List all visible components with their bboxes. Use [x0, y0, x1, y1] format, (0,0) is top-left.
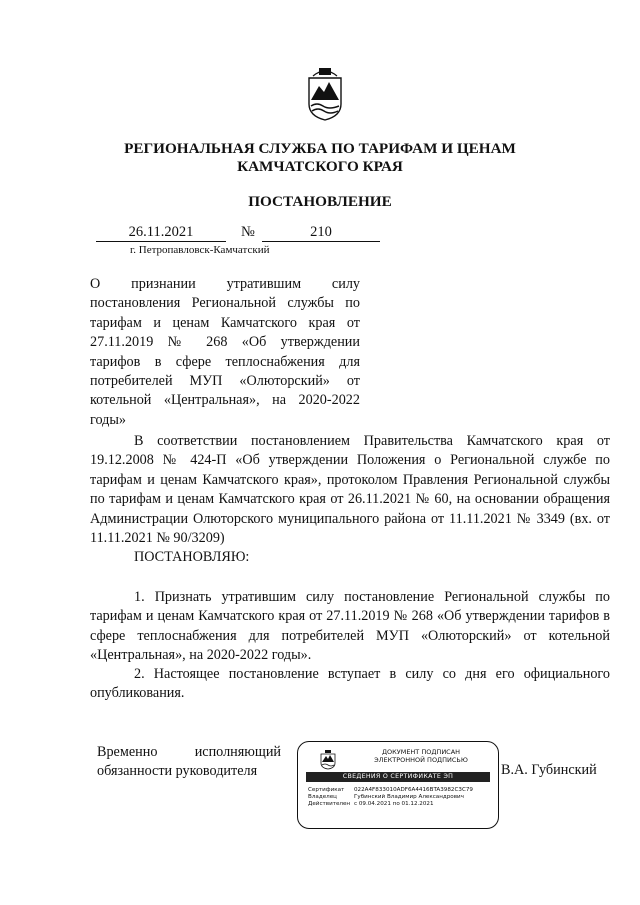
validity-label: Действителен — [308, 801, 351, 807]
certificate-label: Сертификат — [308, 787, 345, 793]
owner-label: Владелец — [308, 794, 337, 800]
document-date: 26.11.2021 — [96, 224, 226, 242]
organization-name — [0, 140, 640, 176]
stamp-validity-row — [308, 801, 434, 808]
position-word2: исполняющий — [194, 744, 281, 760]
clause-2: 2. Настоящее постановление вступает в силу со дня его официального опубликования. — [90, 666, 610, 702]
organization-name-line2: КАМЧАТСКОГО КРАЯ — [237, 158, 403, 175]
owner-value: Губинский Владимир Александрович — [354, 794, 464, 800]
stamp-owner-row — [308, 794, 464, 801]
digital-signature-stamp — [297, 741, 499, 829]
validity-value: с 09.04.2021 по 01.12.2021 — [354, 801, 434, 807]
signatory-position — [97, 743, 281, 782]
position-line2: обязанности руководителя — [97, 763, 258, 780]
number-sign: № — [241, 224, 255, 240]
stamp-certificate-row — [308, 787, 473, 794]
document-subject: О признании утратившим силу постановления Региональной службы по тарифам и ценам Камчатского края от 27.11.2019 № 268 «Об утверждении тарифов в сфере теплоснабжения для потребителей МУП «Олюторский» от котельной «Центральная», на 2020-2022 годы» — [90, 276, 360, 428]
stamp-certificate-bar: СВЕДЕНИЯ О СЕРТИФИКАТЕ ЭП — [306, 772, 490, 782]
signatory-name: В.А. Губинский — [501, 762, 597, 778]
document-number: 210 — [262, 224, 380, 242]
certificate-value: 022A4F833010ADF6A4416BTA3982C3C79 — [354, 787, 473, 793]
stamp-heading — [346, 749, 496, 764]
organization-name-line1: РЕГИОНАЛЬНАЯ СЛУЖБА ПО ТАРИФАМ И ЦЕНАМ — [124, 140, 516, 157]
stamp-emblem-icon — [320, 748, 336, 770]
stamp-heading-line1: ДОКУМЕНТ ПОДПИСАН — [381, 748, 461, 756]
position-word1: Временно — [97, 744, 158, 760]
decree-word: ПОСТАНОВЛЯЮ: — [134, 549, 250, 565]
stamp-heading-line2: ЭЛЕКТРОННОЙ ПОДПИСЬЮ — [374, 755, 468, 764]
preamble-paragraph: В соответствии постановлением Правительства Камчатского края от 19.12.2008 № 424-П «Об утверждении Положения о Региональной службе по тарифам и ценам Камчатского края», протоколом Правления Региональной службы по тарифам и ценам Камчатского края от 26.11.2021 № 60, на основании обращения Администрации Олюторского муниципального района от 11.11.2021 № 3349 (вх. от 11.11.2021 № 90/3209) — [90, 433, 610, 547]
coat-of-arms-icon — [305, 62, 345, 122]
document-city: г. Петропавловск-Камчатский — [130, 244, 270, 256]
clause-1: 1. Признать утратившим силу постановление Региональной службы по тарифам и ценам Камчатского края от 27.11.2019 № 268 «Об утверждении тарифов в сфере теплоснабжения для потребителей МУП «Олюторский» от котельной «Центральная», на 2020-2022 годы». — [90, 589, 610, 664]
document-type-title: ПОСТАНОВЛЕНИЕ — [248, 193, 392, 210]
